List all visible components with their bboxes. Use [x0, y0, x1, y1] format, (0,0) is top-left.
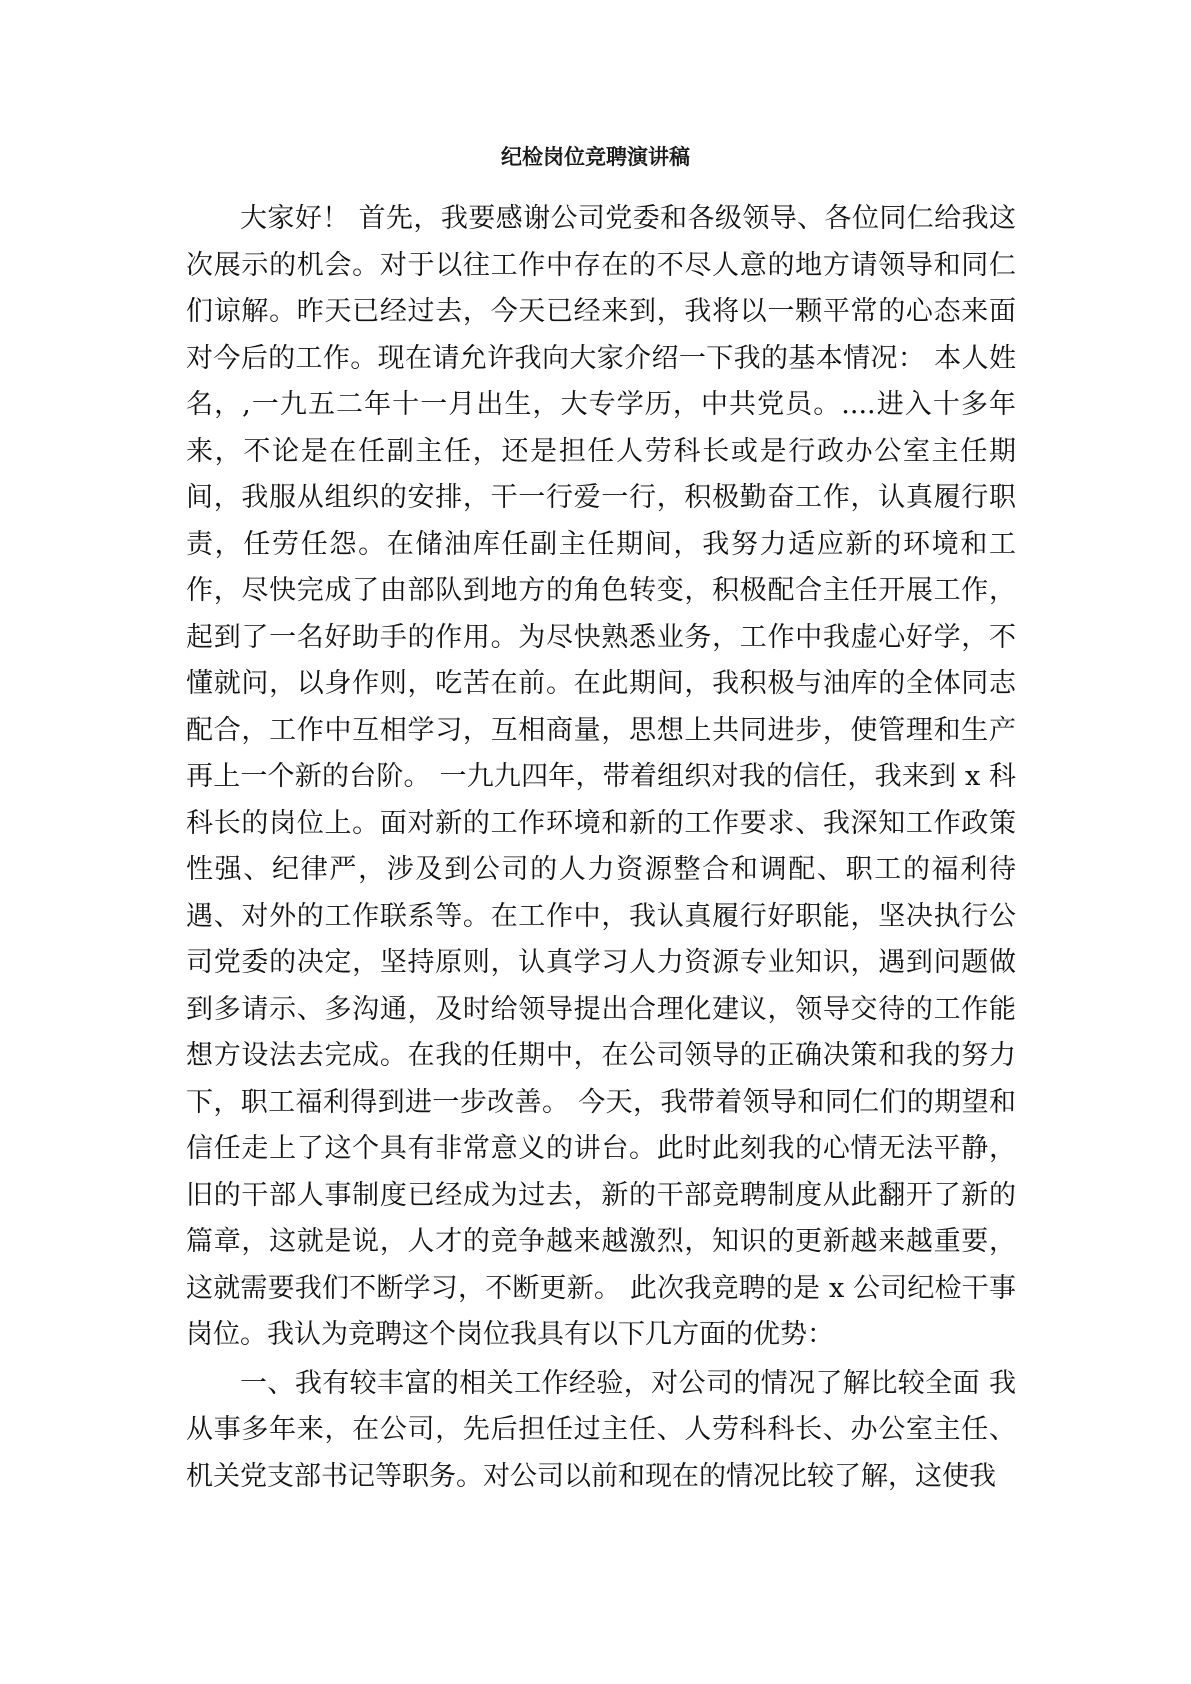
document-title: 纪检岗位竞聘演讲稿 — [501, 144, 690, 169]
paragraph-advantage-one: 一、我有较丰富的相关工作经验，对公司的情况了解比较全面 我从事多年来，在公司，先后担任过主任、人劳科科长、办公室主任、机关党支部书记等职务。对公司以前和现在的情况比较了解，这使我 — [186, 1367, 1016, 1492]
paragraph-introduction: 大家好！ 首先，我要感谢公司党委和各级领导、各位同仁给我这次展示的机会。对于以往工作中存在的不尽人意的地方请领导和同仁们谅解。昨天已经过去，今天已经来到，我将以一颗平常的心态来面对今后的工作。现在请允许我向大家介绍一下我的基本情况： 本人姓名，,一九五二年十一月出生，大专学历，中共党员。....进入十多年来，不论是在任副主任，还是担任人劳科长或是行政办公室主任期间，我服从组织的安排，干一行爱一行，积极勤奋工作，认真履行职责，任劳任怨。在储油库任副主任期间，我努力适应新的环境和工作，尽快完成了由部队到地方的角色转变，积极配合主任开展工作，起到了一名好助手的作用。为尽快熟悉业务，工作中我虚心好学，不懂就问，以身作则，吃苦在前。在此期间，我积极与油库的全体同志配合，工作中互相学习，互相商量，思想上共同进步，使管理和生产再上一个新的台阶。 一九九四年，带着组织对我的信任，我来到 x 科科长的岗位上。面对新的工作环境和新的工作要求、我深知工作政策性强、纪律严，涉及到公司的人力资源整合和调配、职工的福利待遇、对外的工作联系等。在工作中，我认真履行好职能，坚决执行公司党委的决定，坚持原则，认真学习人力资源专业知识，遇到问题做到多请示、多沟通，及时给领导提出合理化建议，领导交待的工作能想方设法去完成。在我的任期中，在公司领导的正确决策和我的努力下，职工福利得到进一步改善。 今天，我带着领导和同仁们的期望和信任走上了这个具有非常意义的讲台。此时此刻我的心情无法平静，旧的干部人事制度已经成为过去，新的干部竞聘制度从此翻开了新的篇章，这就是说，人才的竞争越来越激烈，知识的更新越来越重要，这就需要我们不断学习，不断更新。 此次我竞聘的是 x 公司纪检干事岗位。我认为竞聘这个岗位我具有以下几方面的优势： — [186, 203, 1016, 1350]
document-body — [186, 196, 1016, 1500]
